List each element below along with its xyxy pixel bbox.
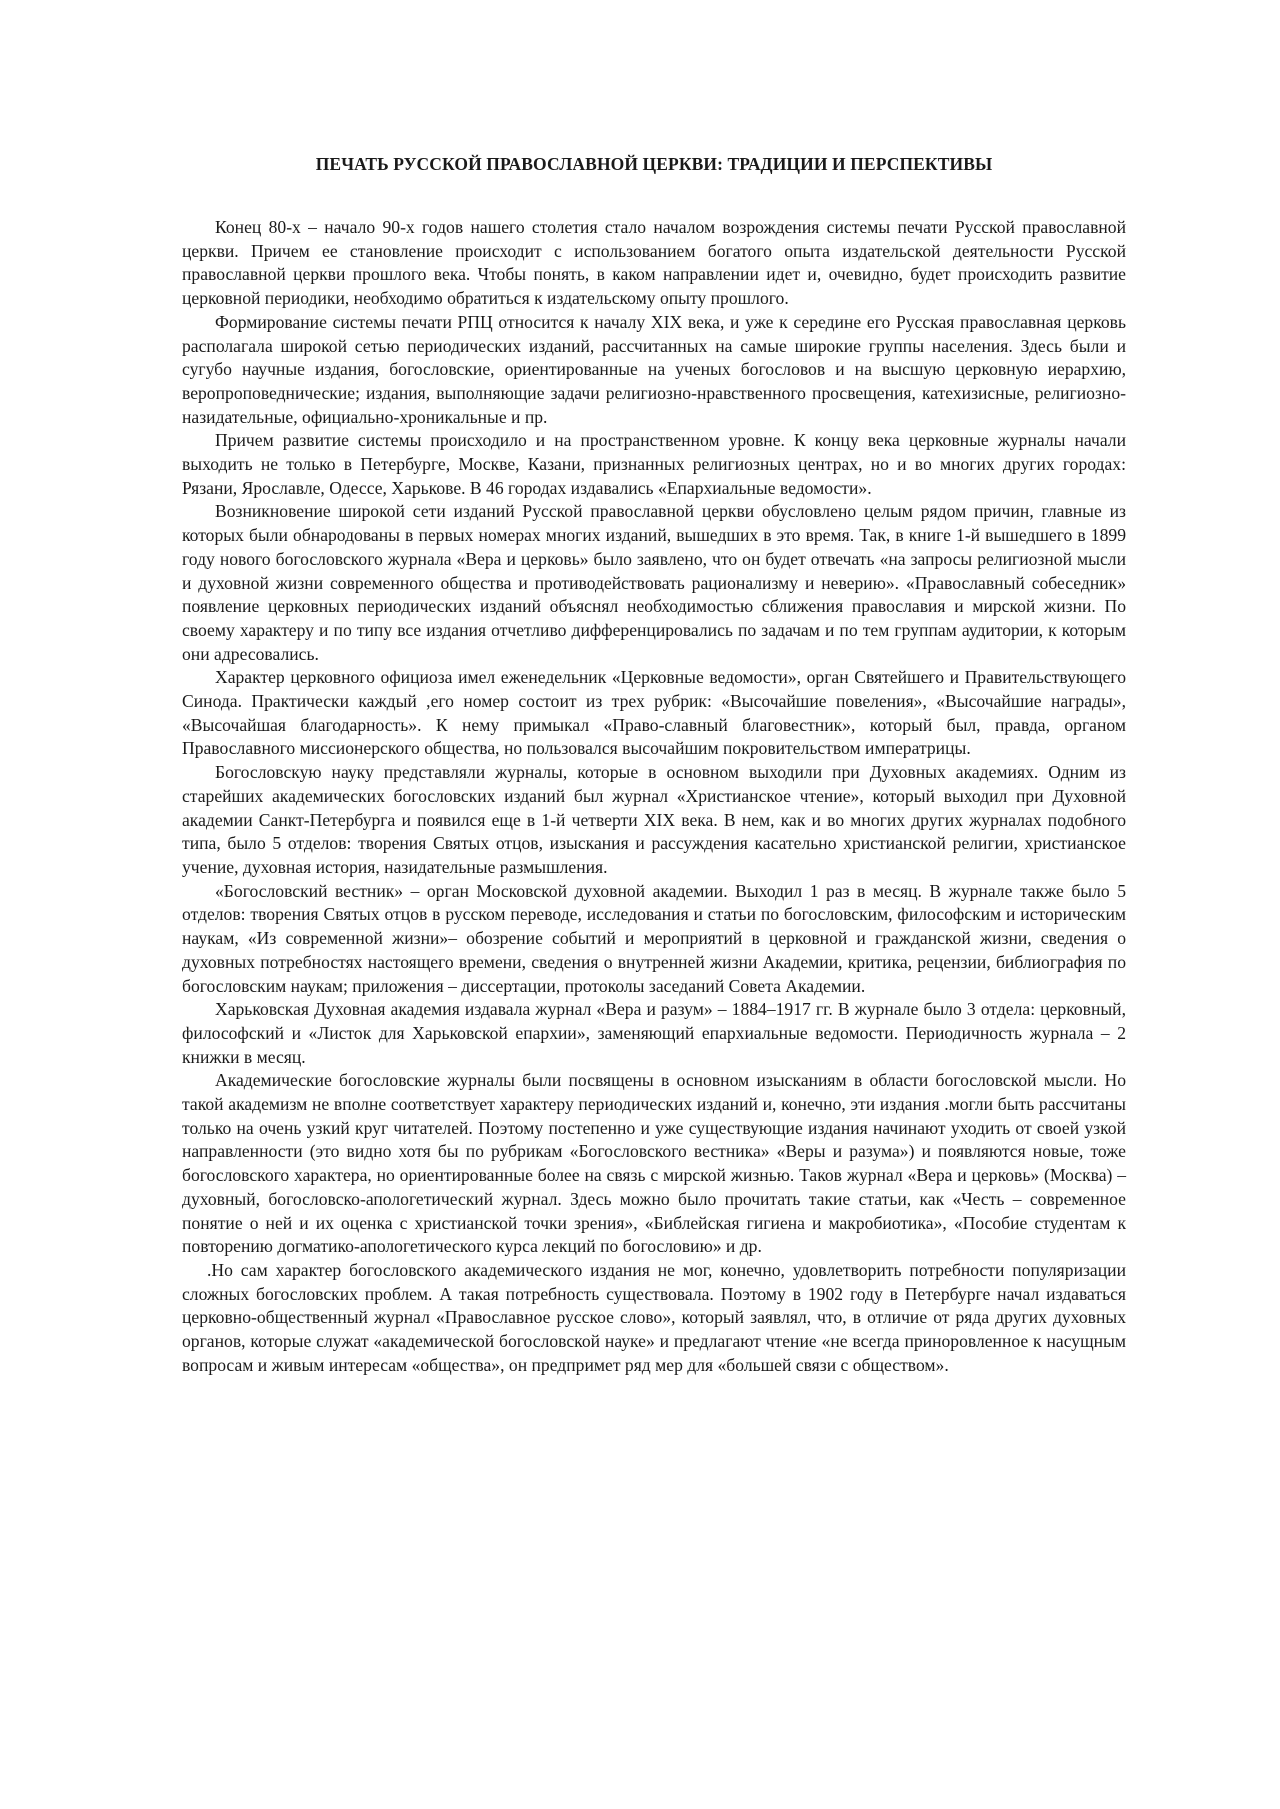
paragraph-10: .Но сам характер богословского академического издания не мог, конечно, удовлетворить потребности популяризации сложных богословских проблем. А такая потребность существовала. Поэтому в 1902 году в Петербурге начал издаваться церковно-общественный журнал «Православное русское слово», который заявлял, что, в отличие от ряда других духовных органов, которые служат «академической богословской науке» и предлагают чтение «не всегда приноровленное к насущным вопросам и живым интересам «общества», он предпримет ряд мер для «большей связи с обществом».: [182, 1259, 1126, 1375]
paragraph-1: Конец 80-х – начало 90-х годов нашего столетия стало началом возрождения системы печати Русской православной церкви. Причем ее становление происходит с использованием богатого опыта издательской деятельности Русской православной церкви прошлого века. Чтобы понять, в каком направлении идет и, очевидно, будет происходить развитие церковной периодики, необходимо обратиться к издательскому опыту прошлого.: [182, 217, 1126, 309]
paragraph-8: Харьковская Духовная академия издавала журнал «Вера и разум» – 1884–1917 гг. В журнале было 3 отдела: церковный, философский и «Листок для Харьковской епархии», заменяющий епархиальные ведомости. Периодичность журнала – 2 книжки в месяц.: [182, 999, 1126, 1067]
paragraph-7: «Богословский вестник» – орган Московской духовной академии. Выходил 1 раз в месяц. В журнале также было 5 отделов: творения Святых отцов в русском переводе, исследования и статьи по богословским, философским и историческим наукам, «Из современной жизни»– обозрение событий и мероприятий в церковной и гражданской жизни, сведения о духовных потребностях настоящего времени, сведения о внутренней жизни Академии, критика, рецензии, библиография по богословским наукам; приложения – диссертации, протоколы заседаний Совета Академии.: [182, 880, 1126, 996]
document-body: [182, 140, 1126, 1377]
paragraph-9: Академические богословские журналы были посвящены в основном изысканиям в области богословской мысли. Но такой академизм не вполне соответствует характеру периодических изданий и, конечно, эти издания .могли быть рассчитаны только на очень узкий круг читателей. Поэтому постепенно и уже существующие издания начинают уходить от своей узкой направленности (это видно хотя бы по рубрикам «Богословского вестника» «Веры и разума») и появляются новые, тоже богословского характера, но ориентированные более на связь с мирской жизнью. Таков журнал «Вера и церковь» (Москва) – духовный, богословско-апологетический журнал. Здесь можно было прочитать такие статьи, как «Честь – современное понятие о ней и их оценка с христианской точки зрения», «Библейская гигиена и макробиотика», «Пособие студентам к повторению догматико-апологетического курса лекций по богословию» и др.: [182, 1070, 1126, 1257]
paragraph-3: Причем развитие системы происходило и на пространственном уровне. К концу века церковные журналы начали выходить не только в Петербурге, Москве, Казани, признанных религиозных центрах, но и во многих других городах: Рязани, Ярославле, Одессе, Харькове. В 46 городах издавались «Епархиальные ведомости».: [182, 430, 1126, 498]
paragraph-4: Возникновение широкой сети изданий Русской православной церкви обусловлено целым рядом причин, главные из которых были обнародованы в первых номерах многих изданий, вышедших в это время. Так, в книге 1-й вышедшего в 1899 году нового богословского журнала «Вера и церковь» было заявлено, что он будет отвечать «на запросы религиозной мысли и духовной жизни современного общества и противодействовать рационализму и неверию». «Православный собеседник» появление церковных периодических изданий объяснял необходимостью сближения православия и мирской жизни. По своему характеру и по типу все издания отчетливо дифференцировались по задачам и по тем группам аудитории, к которым они адресовались.: [182, 501, 1126, 664]
paragraph-6: Богословскую науку представляли журналы, которые в основном выходили при Духовных академиях. Одним из старейших академических богословских изданий был журнал «Христианское чтение», который выходил при Духовной академии Санкт-Петербурга и появился еще в 1-й четверти XIX века. В нем, как и во многих других журналах подобного типа, было 5 отделов: творения Святых отцов, изыскания и рассуждения касательно христианской религии, христианское учение, духовная история, назидательные размышления.: [182, 762, 1126, 877]
document-title: ПЕЧАТЬ РУССКОЙ ПРАВОСЛАВНОЙ ЦЕРКВИ: ТРАДИЦИИ И ПЕРСПЕКТИВЫ: [315, 154, 993, 174]
paragraph-5: Характер церковного официоза имел еженедельник «Церковные ведомости», орган Святейшего и Правительствующего Синода. Практически каждый ,его номер состоит из трех рубрик: «Высочайшие повеления», «Высочайшие награды», «Высочайшая благодарность». К нему примыкал «Право-славный благовестник», который был, правда, органом Православного миссионерского общества, но пользовался высочайшим покровительством императрицы.: [182, 667, 1126, 759]
paragraph-2: Формирование системы печати РПЦ относится к началу XIX века, и уже к середине его Русская православная церковь располагала широкой сетью периодических изданий, рассчитанных на самые широкие группы населения. Здесь были и сугубо научные издания, богословские, ориентированные на ученых богословов и на высшую церковную иерархию, веропроповеднические; издания, выполняющие задачи религиозно-нравственного просвещения, катехизисные, религиозно-назидательные, официально-хроникальные и пр.: [182, 311, 1126, 427]
